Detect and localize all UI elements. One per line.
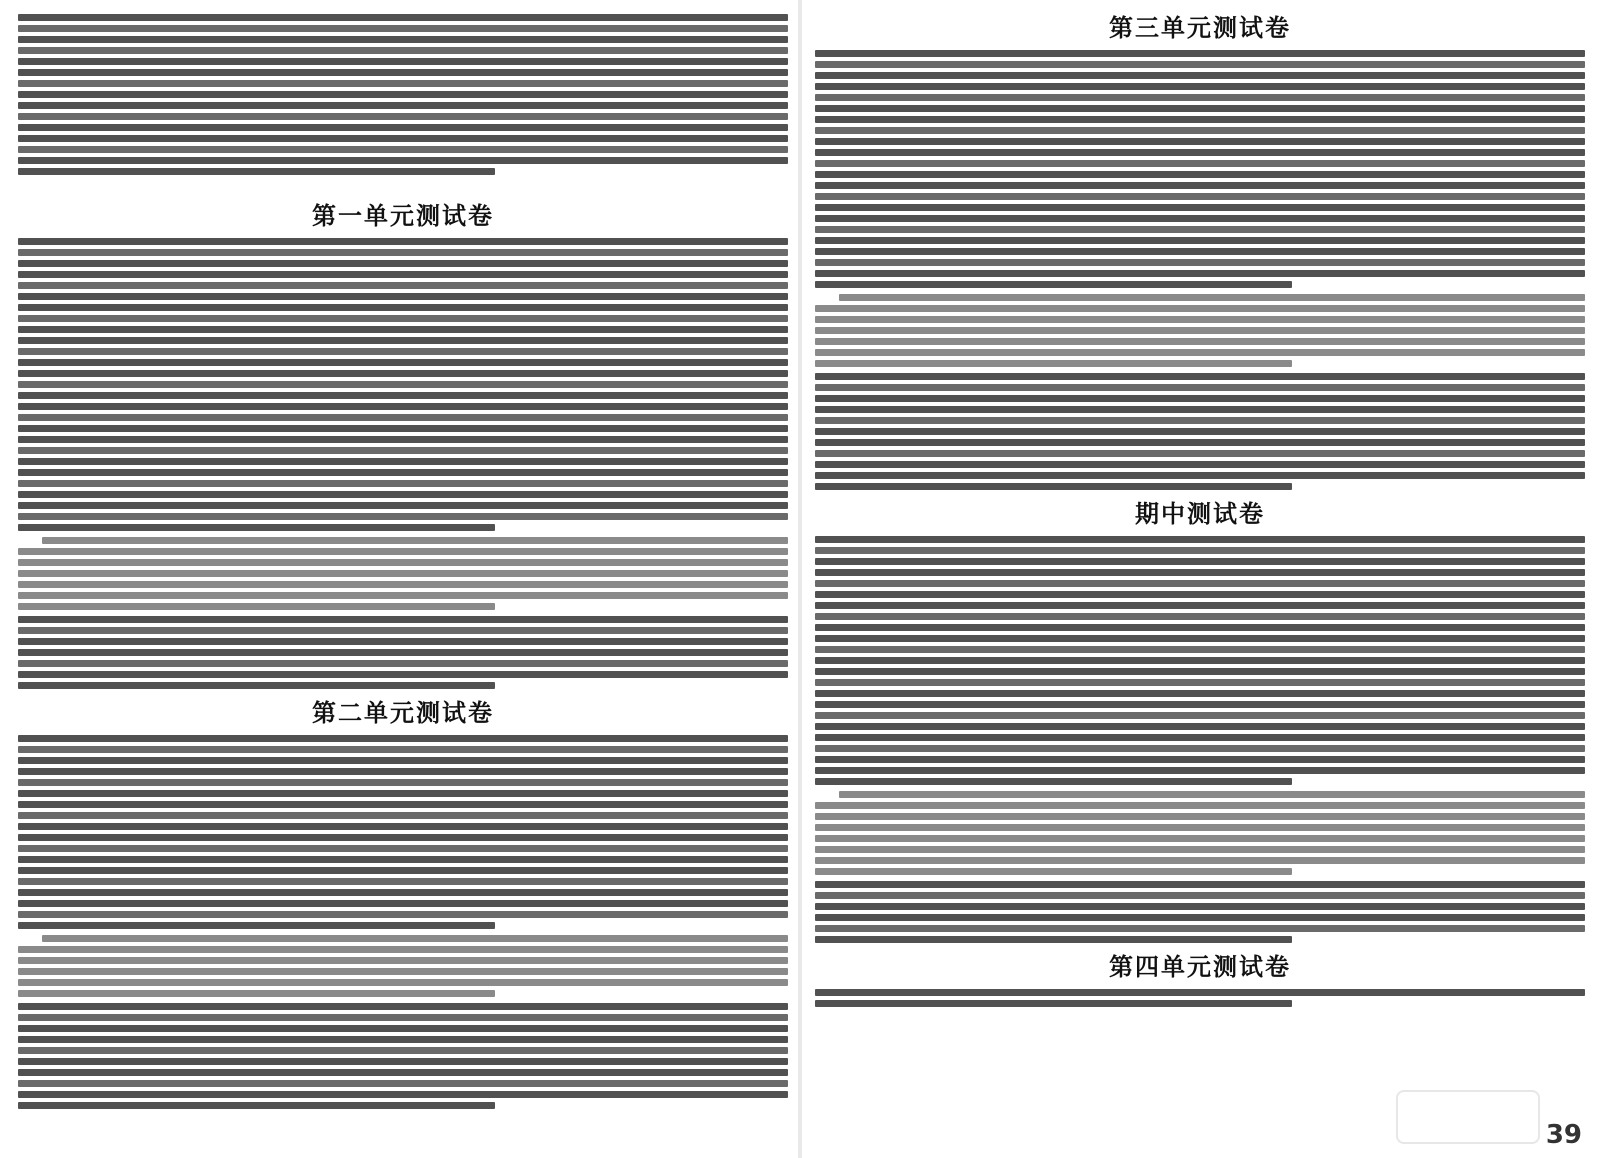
unit4-heading: 第四单元测试卷 [1109, 953, 1291, 981]
page-gutter [798, 0, 802, 1158]
unit4-answers-block [815, 989, 1585, 1007]
unit3-answers-tail [815, 373, 1585, 490]
midterm-translation-block [815, 791, 1585, 875]
continued-answers-block [18, 14, 788, 192]
unit2-heading: 第二单元测试卷 [312, 699, 494, 727]
unit2-answers-tail [18, 1003, 788, 1109]
unit1-translation-block [18, 537, 788, 610]
right-column [815, 10, 1585, 1013]
midterm-heading: 期中测试卷 [1135, 500, 1265, 528]
unit1-heading: 第一单元测试卷 [312, 202, 494, 230]
unit3-answers-block [815, 50, 1585, 288]
unit3-heading: 第三单元测试卷 [1109, 14, 1291, 42]
unit1-answers-tail [18, 616, 788, 689]
page-number: 39 [1545, 1120, 1582, 1150]
unit1-answers-block [18, 238, 788, 531]
unit2-answers-block [18, 735, 788, 929]
unit2-translation-block [18, 935, 788, 997]
midterm-answers-tail [815, 881, 1585, 943]
unit3-translation-block [815, 294, 1585, 367]
watermark-logo [1396, 1090, 1540, 1144]
left-column [18, 10, 788, 1115]
midterm-answers-block [815, 536, 1585, 785]
